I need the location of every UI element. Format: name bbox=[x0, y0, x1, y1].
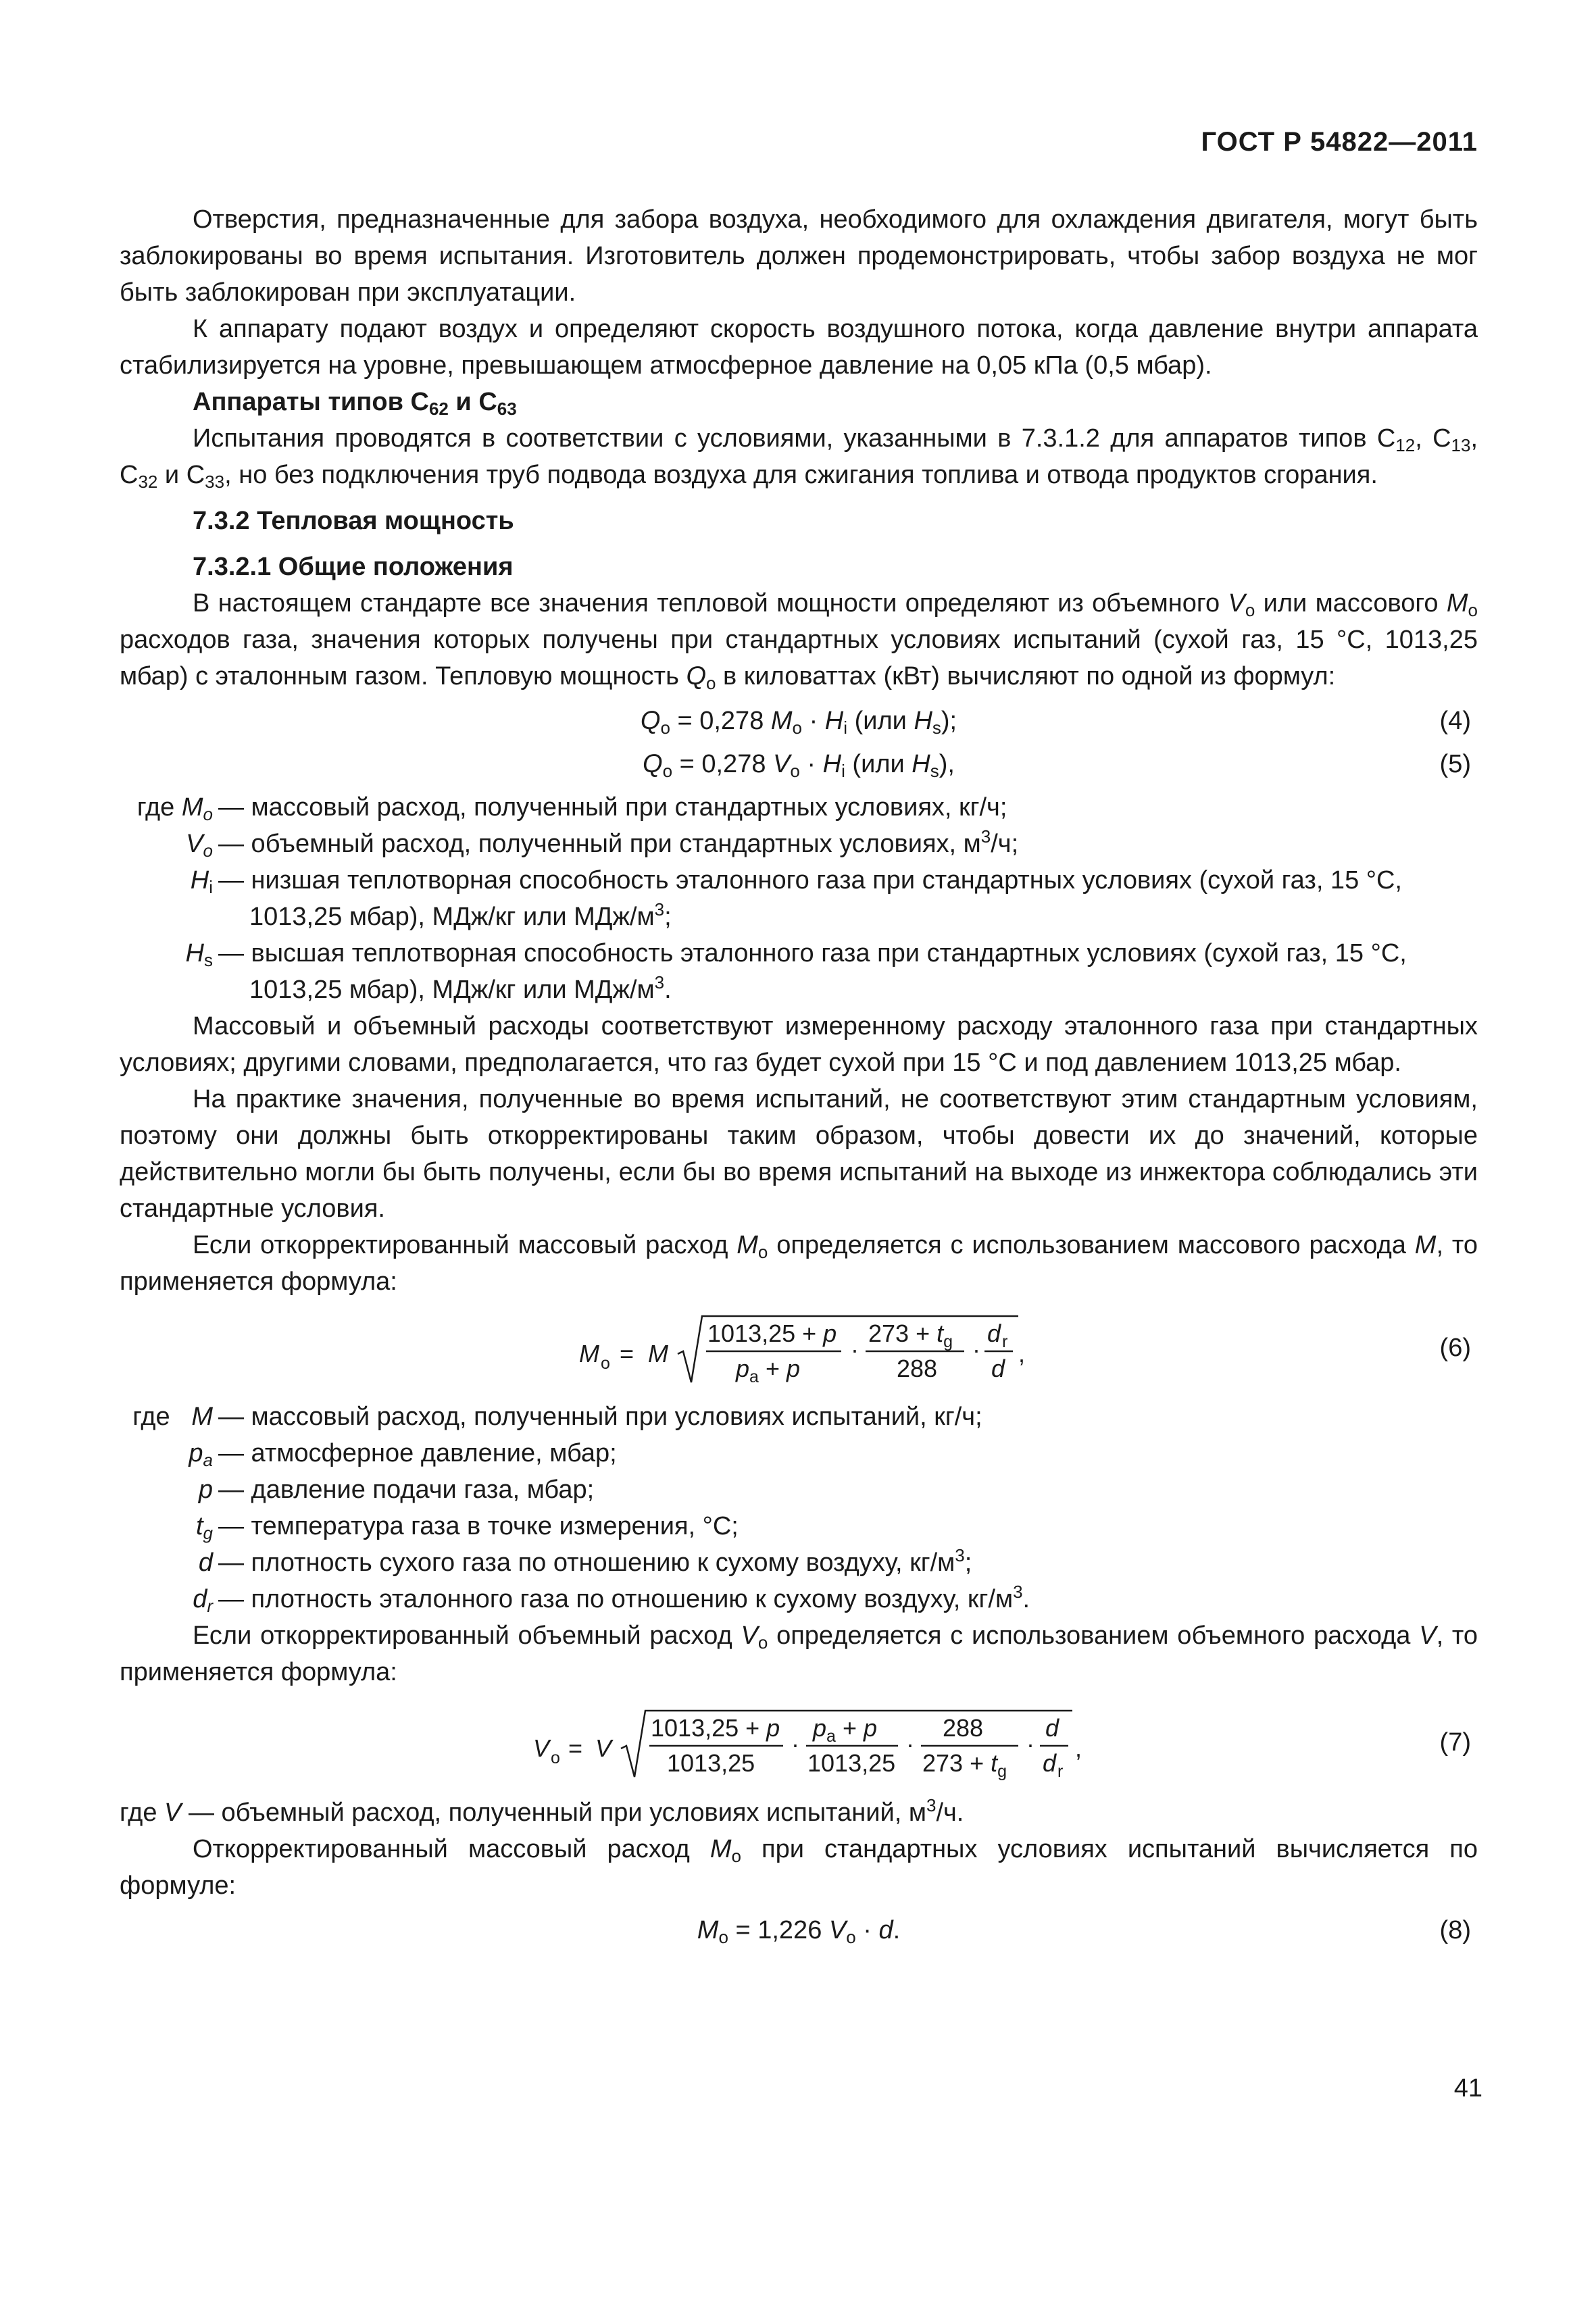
definition-symbol: $p_a$ bbox=[189, 1439, 213, 1470]
svg-text:V: V bbox=[533, 1734, 550, 1762]
definition-symbol: p bbox=[198, 1476, 213, 1504]
page-number: 41 bbox=[1453, 2074, 1482, 2103]
formula-5-number: (5) bbox=[1439, 750, 1471, 778]
svg-text:288: 288 bbox=[897, 1355, 938, 1382]
paragraph-heat-output: В настоящем стандарте все значения тепловой мощности определяют из объемного $V_o$ или массового $M_o$ расходов газа, значения которых получены при стандартных условиях испытаний (сухой газ, 15 °C, 1013,25 мбар) с эталонным газом. Тепловую мощность $Q_o$ в киловаттах (кВт) вычисляют по одной из формул: bbox=[120, 589, 1478, 693]
definition-text: — температура газа в точке измерения, °C; bbox=[218, 1512, 739, 1540]
definition-text: — атмосферное давление, мбар; bbox=[218, 1439, 617, 1467]
svg-text:o: o bbox=[551, 1749, 560, 1767]
svg-text:pa + p: $p_a + p$ bbox=[813, 1714, 877, 1746]
svg-text:1013,25 + p: 1013,25 + p bbox=[707, 1319, 837, 1347]
formula-6-number: (6) bbox=[1439, 1334, 1471, 1362]
svg-text:273 + tg: $273 + t_g$ bbox=[868, 1319, 953, 1351]
svg-text:=: = bbox=[620, 1340, 634, 1367]
svg-text:=: = bbox=[568, 1734, 583, 1762]
definition-symbol: $H_i$ bbox=[190, 866, 213, 897]
formula-6 bbox=[120, 1307, 1478, 1394]
paragraph-correction: На практике значения, полученные во время испытаний, не соответствуют этим стандартным условиям, поэтому они должны быть откорректированы таким образом, чтобы довести их до значений, которые действительно могли бы быть получены, если бы во время испытаний на выходе из инжектора соблюдались эти стандартные условия. bbox=[120, 1085, 1478, 1223]
formula-4-number: (4) bbox=[1439, 707, 1471, 735]
definition-Hs-continued: 1013,25 мбар), МДж/кг или МДж/$м^3$. bbox=[249, 972, 672, 1004]
formula-8 bbox=[120, 1912, 1478, 1955]
formula-7-graphic bbox=[120, 1701, 1478, 1789]
definition-symbol: d bbox=[198, 1549, 213, 1577]
formula-6-graphic bbox=[120, 1307, 1478, 1394]
svg-text:·: · bbox=[1026, 1730, 1034, 1758]
paragraph-volume-flow-intro: Если откорректированный объемный расход $V_o$ определяется с использованием объемного расхода V, то применяется формула: bbox=[120, 1621, 1478, 1686]
svg-text:,: , bbox=[1075, 1734, 1082, 1762]
formula-5 bbox=[120, 746, 1478, 789]
svg-text:o: o bbox=[601, 1354, 610, 1373]
section-title-7-3-2: 7.3.2 Тепловая мощность bbox=[193, 507, 514, 535]
paragraph-standard-conditions: Массовый и объемный расходы соответствуют измеренному расходу эталонного газа при стандартных условиях; другими словами, предполагается, что газ будет сухой при 15 °C и под давлением 1013,25 мбар. bbox=[120, 1012, 1478, 1077]
definition-d bbox=[120, 1544, 1478, 1581]
definition-symbol: $t_g$ bbox=[195, 1512, 213, 1543]
svg-text:273 + tg: $273 + t_g$ bbox=[922, 1749, 1007, 1781]
definition-symbol: $d_r$ bbox=[193, 1585, 213, 1616]
formula-8-expression: $M_o = 1,226$ $V_o \cdot d$. bbox=[697, 1916, 901, 1947]
svg-text:·: · bbox=[972, 1336, 980, 1363]
document-body bbox=[120, 201, 1478, 1955]
svg-text:1013,25 + p: 1013,25 + p bbox=[651, 1714, 780, 1742]
paragraph-c62-tests: Испытания проводятся в соответствии с условиями, указанными в 7.3.1.2 для аппаратов типов $C_{12}$, $C_{13}$, $C_{32}$ и $C_{33}$, но без подключения труб подвода воздуха для сжигания топлива и отвода продуктов сгорания. bbox=[120, 424, 1478, 492]
definition-Hi bbox=[120, 862, 1478, 899]
formula-5-expression: $Q_o = 0,278$ $V_o \cdot H_i$ (или $H_s$), bbox=[643, 750, 955, 781]
definition-dr bbox=[120, 1581, 1478, 1617]
formula-7-number: (7) bbox=[1439, 1728, 1471, 1757]
formula-7 bbox=[120, 1701, 1478, 1789]
paragraph-air-intake: Отверстия, предназначенные для забора воздуха, необходимого для охлаждения двигателя, могут быть заблокированы во время испытания. Изготовитель должен продемонстрировать, чтобы забор воздуха не мог быть заблокирован при эксплуатации. bbox=[120, 205, 1478, 307]
document-header: ГОСТ Р 54822—2011 bbox=[1201, 127, 1478, 157]
definition-Hs bbox=[120, 935, 1478, 972]
paragraph-air-supply: К аппарату подают воздух и определяют скорость воздушного потока, когда давление внутри аппарата стабилизируется на уровне, превышающем атмосферное давление на 0,05 кПа (0,5 мбар). bbox=[120, 315, 1478, 380]
paragraph-corrected-mass: Откорректированный массовый расход $M_o$ при стандартных условиях испытаний вычисляется по формуле: bbox=[120, 1835, 1478, 1900]
svg-text:pa + p: $p_a + p$ bbox=[736, 1355, 800, 1386]
svg-text:M: M bbox=[579, 1340, 599, 1367]
svg-text:V: V bbox=[595, 1734, 612, 1762]
heading-c62-c63: Аппараты типов $C_{62}$ и $C_{63}$ bbox=[193, 388, 517, 419]
definition-p bbox=[120, 1472, 1478, 1508]
definition-text: — массовый расход, полученный при стандартных условиях, кг/ч; bbox=[218, 793, 1007, 822]
formula-8-number: (8) bbox=[1439, 1916, 1471, 1944]
svg-text:1013,25: 1013,25 bbox=[807, 1749, 896, 1777]
definition-text: — плотность сухого газа по отношению к сухому воздуху, $кг/м^3$; bbox=[218, 1545, 972, 1577]
formula-4-expression: $Q_o = 0,278$ $M_o \cdot H_i$ (или $H_s$); bbox=[640, 707, 957, 738]
definition-text: — массовый расход, полученный при условиях испытаний, кг/ч; bbox=[218, 1403, 982, 1431]
svg-text:d: d bbox=[1045, 1714, 1059, 1742]
definition-symbol: $H_s$ bbox=[185, 939, 213, 970]
definition-pa bbox=[120, 1435, 1478, 1472]
section-title-7-3-2-1: 7.3.2.1 Общие положения bbox=[193, 553, 514, 581]
svg-text:·: · bbox=[851, 1336, 859, 1363]
svg-text:288: 288 bbox=[943, 1714, 984, 1742]
definition-symbol: где M bbox=[132, 1403, 213, 1431]
formula-4 bbox=[120, 703, 1478, 746]
definition-text: — плотность эталонного газа по отношению к сухому воздуху, $кг/м^3$. bbox=[218, 1582, 1030, 1613]
paragraph-mass-flow-intro: Если откорректированный массовый расход $M_o$ определяется с использованием массового расхода M, то применяется формула: bbox=[120, 1231, 1478, 1296]
definition-text: — низшая теплотворная способность эталонного газа при стандартных условиях (сухой газ, 15 °C, bbox=[218, 866, 1402, 895]
definition-text: — объемный расход, полученный при стандартных условиях, $м^3/ч$; bbox=[218, 826, 1019, 858]
definitions-list-1 bbox=[120, 789, 1478, 1008]
svg-text:r: r bbox=[1057, 1762, 1064, 1781]
definition-text: — давление подачи газа, мбар; bbox=[218, 1476, 595, 1504]
definition-Hi-continued: 1013,25 мбар), МДж/кг или МДж/$м^3$; bbox=[249, 899, 672, 931]
svg-text:M: M bbox=[648, 1340, 668, 1367]
definition-M bbox=[120, 1399, 1478, 1435]
definitions-list-2 bbox=[120, 1399, 1478, 1617]
svg-text:·: · bbox=[791, 1730, 799, 1758]
svg-text:d: d bbox=[987, 1319, 1001, 1347]
definition-Mo bbox=[120, 789, 1478, 826]
definition-tg bbox=[120, 1508, 1478, 1544]
definition-Vo bbox=[120, 826, 1478, 862]
definition-symbol: где $M_o$ bbox=[136, 793, 213, 824]
svg-text:·: · bbox=[906, 1730, 914, 1758]
definition-symbol: $V_o$ bbox=[186, 830, 213, 861]
svg-text:,: , bbox=[1018, 1340, 1026, 1367]
paragraph-where-V: где V — объемный расход, полученный при условиях испытаний, $м^3/ч$. bbox=[120, 1795, 964, 1827]
svg-text:r: r bbox=[1002, 1332, 1008, 1351]
svg-text:d: d bbox=[991, 1355, 1005, 1382]
svg-text:d: d bbox=[1043, 1749, 1057, 1777]
svg-text:1013,25: 1013,25 bbox=[667, 1749, 755, 1777]
definition-text: — высшая теплотворная способность эталонного газа при стандартных условиях (сухой газ, 15 °C, bbox=[218, 939, 1407, 967]
